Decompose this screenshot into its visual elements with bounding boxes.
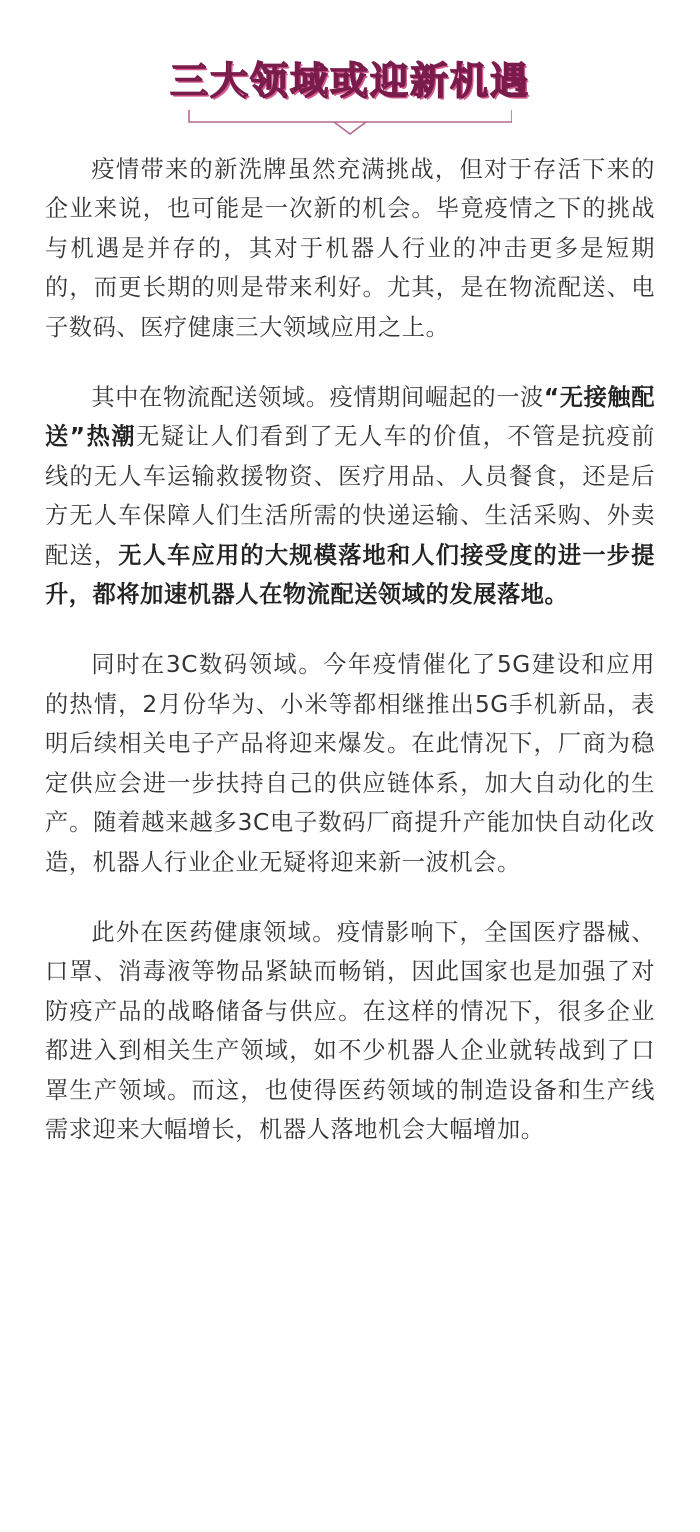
article-body bbox=[45, 150, 655, 1180]
title-underline-decoration bbox=[188, 108, 512, 136]
bold-text-segment: “无接触配送”热潮 bbox=[45, 384, 655, 451]
paragraph bbox=[45, 150, 655, 347]
text-segment: 其中在物流配送领域。疫情期间崛起的一波 bbox=[91, 384, 544, 412]
section-title: 三大领域或迎新机遇 bbox=[169, 59, 530, 103]
bold-text-segment: 无人车应用的大规模落地和人们接受度的进一步提升，都将加速机器人在物流配送领域的发展落地。 bbox=[45, 541, 655, 609]
section-header bbox=[0, 0, 700, 140]
paragraph bbox=[45, 645, 655, 881]
paragraph bbox=[45, 378, 655, 614]
text-segment: 同时在3C数码领域。今年疫情催化了5G建设和应用的热情，2月份华为、小米等都相继推出5G手机新品，表明后续相关电子产品将迎来爆发。在此情况下，厂商为稳定供应会进一步扶持自己的供应链体系，加大自动化的生产。随着越来越多3C电子数码厂商提升产能加快自动化改造，机器人行业企业无疑将迎来新一波机会。 bbox=[45, 651, 655, 876]
text-segment: 无疑让人们看到了无人车的价值，不管是抗疫前线的无人车运输救援物资、医疗用品、人员餐食，还是后方无人车保障人们生活所需的快递运输、生活采购、外卖配送， bbox=[45, 423, 655, 569]
paragraph bbox=[45, 913, 655, 1149]
text-segment: 此外在医药健康领域。疫情影响下，全国医疗器械、口罩、消毒液等物品紧缺而畅销，因此国家也是加强了对防疫产品的战略储备与供应。在这样的情况下，很多企业都进入到相关生产领域，如不少机器人企业就转战到了口罩生产领域。而这，也使得医药领域的制造设备和生产线需求迎来大幅增长，机器人落地机会大幅增加。 bbox=[45, 918, 655, 1143]
text-segment: 疫情带来的新洗牌虽然充满挑战，但对于存活下来的企业来说，也可能是一次新的机会。毕竟疫情之下的挑战与机遇是并存的，其对于机器人行业的冲击更多是短期的，而更长期的则是带来利好。尤其，是在物流配送、电子数码、医疗健康三大领域应用之上。 bbox=[45, 156, 655, 341]
